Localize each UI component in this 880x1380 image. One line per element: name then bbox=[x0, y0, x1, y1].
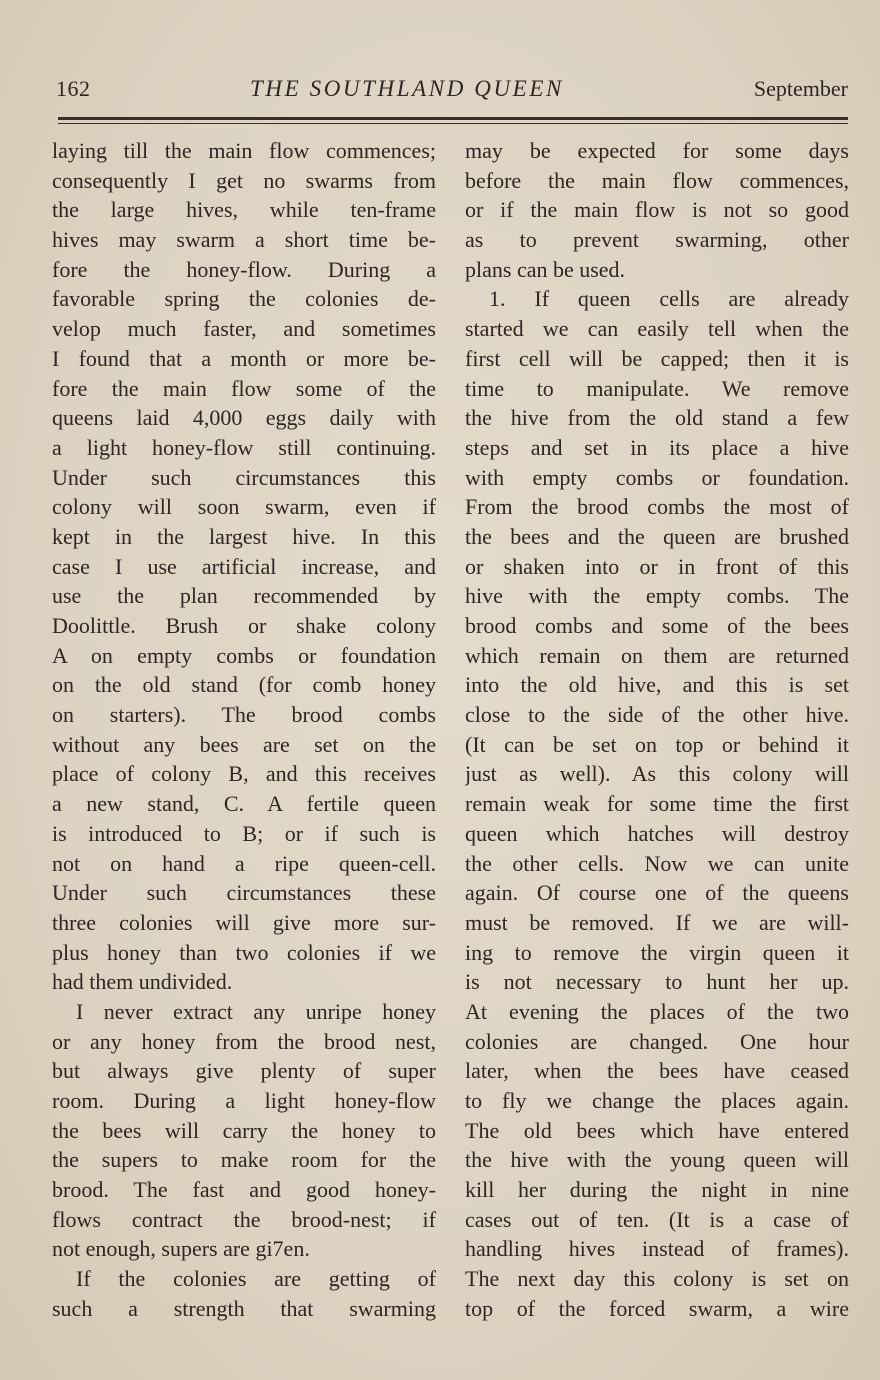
text-line: kept in the largest hive. In this bbox=[52, 523, 436, 549]
running-header bbox=[56, 76, 848, 110]
text-line: favorable spring the colonies de- bbox=[52, 286, 436, 312]
text-line: or any honey from the brood nest, bbox=[52, 1028, 436, 1054]
text-line: From the brood combs the most of bbox=[465, 494, 849, 520]
text-line: queens laid 4,000 eggs daily with bbox=[52, 405, 436, 431]
text-line: At evening the places of the two bbox=[465, 998, 849, 1024]
text-line: remain weak for some time the first bbox=[465, 791, 849, 817]
text-line: consequently I get no swarms from bbox=[52, 167, 436, 193]
text-line: flows contract the brood-nest; if bbox=[52, 1206, 436, 1232]
text-line: queen which hatches will destroy bbox=[465, 820, 849, 846]
text-line: the large hives, while ten-frame bbox=[52, 197, 436, 223]
text-line: or if the main flow is not so good bbox=[465, 197, 849, 223]
text-line: the hive with the young queen will bbox=[465, 1147, 849, 1173]
text-line: hives may swarm a short time be- bbox=[52, 227, 436, 253]
text-line: The old bees which have entered bbox=[465, 1117, 849, 1143]
text-line: kill her during the night in nine bbox=[465, 1177, 849, 1203]
text-line: not on hand a ripe queen-cell. bbox=[52, 850, 436, 876]
text-line: A on empty combs or foundation bbox=[52, 642, 436, 668]
text-line: is introduced to B; or if such is bbox=[52, 820, 436, 846]
text-line: a light honey-flow still continuing. bbox=[52, 434, 436, 460]
text-line: brood combs and some of the bees bbox=[465, 613, 849, 638]
text-line: top of the forced swarm, a wire bbox=[465, 1295, 849, 1321]
issue-month: September bbox=[753, 76, 848, 101]
text-line: I never extract any unripe honey bbox=[76, 998, 436, 1024]
text-line: If the colonies are getting of bbox=[76, 1266, 436, 1292]
text-line: (It can be set on top or behind it bbox=[465, 731, 849, 757]
text-line: the hive from the old stand a few bbox=[465, 405, 849, 431]
text-line: before the main flow commences, bbox=[465, 167, 849, 193]
text-line: ing to remove the virgin queen it bbox=[465, 939, 849, 965]
text-line: to fly we change the places again. bbox=[465, 1088, 849, 1113]
text-line: Doolittle. Brush or shake colony bbox=[52, 613, 436, 638]
text-line: again. Of course one of the queens bbox=[465, 880, 849, 906]
text-line: on the old stand (for comb honey bbox=[52, 672, 436, 698]
journal-title: THE SOUTHLAND QUEEN bbox=[250, 76, 564, 101]
text-line: without any bees are set on the bbox=[52, 731, 436, 757]
text-line: close to the side of the other hive. bbox=[465, 702, 849, 728]
text-line: velop much faster, and sometimes bbox=[52, 316, 436, 342]
text-line: first cell will be capped; then it is bbox=[465, 345, 849, 371]
text-line: cases out of ten. (It is a case of bbox=[465, 1206, 849, 1232]
text-line: The next day this colony is set on bbox=[465, 1266, 849, 1292]
text-line: fore the main flow some of the bbox=[52, 375, 436, 401]
text-line: plus honey than two colonies if we bbox=[52, 939, 436, 965]
text-line: such a strength that swarming bbox=[52, 1295, 436, 1321]
text-line: on starters). The brood combs bbox=[52, 702, 436, 728]
text-line: had them undivided. bbox=[52, 969, 233, 995]
text-line: may be expected for some days bbox=[465, 138, 849, 163]
text-line: plans can be used. bbox=[465, 256, 626, 282]
text-line: must be removed. If we are will- bbox=[465, 909, 849, 935]
text-line: into the old hive, and this is set bbox=[465, 672, 849, 698]
right-column bbox=[465, 136, 849, 1324]
text-line: I found that a month or more be- bbox=[52, 345, 436, 371]
text-line: the bees and the queen are brushed bbox=[465, 523, 849, 549]
text-line: brood. The fast and good honey- bbox=[52, 1177, 436, 1203]
text-line: colony will soon swarm, even if bbox=[52, 494, 436, 520]
text-line: is not necessary to hunt her up. bbox=[465, 969, 849, 995]
text-line: time to manipulate. We remove bbox=[465, 375, 849, 401]
text-line: 1. If queen cells are already bbox=[489, 286, 849, 312]
text-line: just as well). As this colony will bbox=[465, 761, 849, 787]
header-rule-thick bbox=[58, 117, 848, 120]
text-line: later, when the bees have ceased bbox=[465, 1058, 849, 1084]
text-line: started we can easily tell when the bbox=[465, 316, 849, 342]
text-line: the supers to make room for the bbox=[52, 1147, 436, 1173]
left-column bbox=[52, 136, 436, 1324]
text-line: with empty combs or foundation. bbox=[465, 464, 849, 490]
text-line: case I use artificial increase, and bbox=[52, 553, 436, 579]
text-line: the other cells. Now we can unite bbox=[465, 850, 849, 876]
text-line: or shaken into or in front of this bbox=[465, 553, 849, 579]
text-line: handling hives instead of frames). bbox=[465, 1236, 849, 1262]
text-line: laying till the main flow commences; bbox=[52, 138, 436, 163]
text-line: three colonies will give more sur- bbox=[52, 909, 436, 935]
text-line: not enough, supers are gi7en. bbox=[52, 1236, 310, 1262]
text-line: Under such circumstances these bbox=[52, 880, 436, 906]
text-line: Under such circumstances this bbox=[52, 464, 436, 490]
text-line: which remain on them are returned bbox=[465, 642, 849, 668]
text-line: a new stand, C. A fertile queen bbox=[52, 791, 436, 817]
header-rule-thin bbox=[58, 123, 848, 124]
text-line: room. During a light honey-flow bbox=[52, 1088, 436, 1113]
text-line: steps and set in its place a hive bbox=[465, 434, 849, 460]
text-line: place of colony B, and this receives bbox=[52, 761, 436, 787]
text-line: colonies are changed. One hour bbox=[465, 1028, 849, 1054]
page-number: 162 bbox=[56, 76, 91, 101]
text-line: fore the honey-flow. During a bbox=[52, 256, 436, 282]
text-line: as to prevent swarming, other bbox=[465, 227, 849, 253]
text-line: use the plan recommended by bbox=[52, 583, 436, 609]
text-line: the bees will carry the honey to bbox=[52, 1117, 436, 1143]
text-line: hive with the empty combs. The bbox=[465, 583, 849, 609]
text-line: but always give plenty of super bbox=[52, 1058, 436, 1084]
